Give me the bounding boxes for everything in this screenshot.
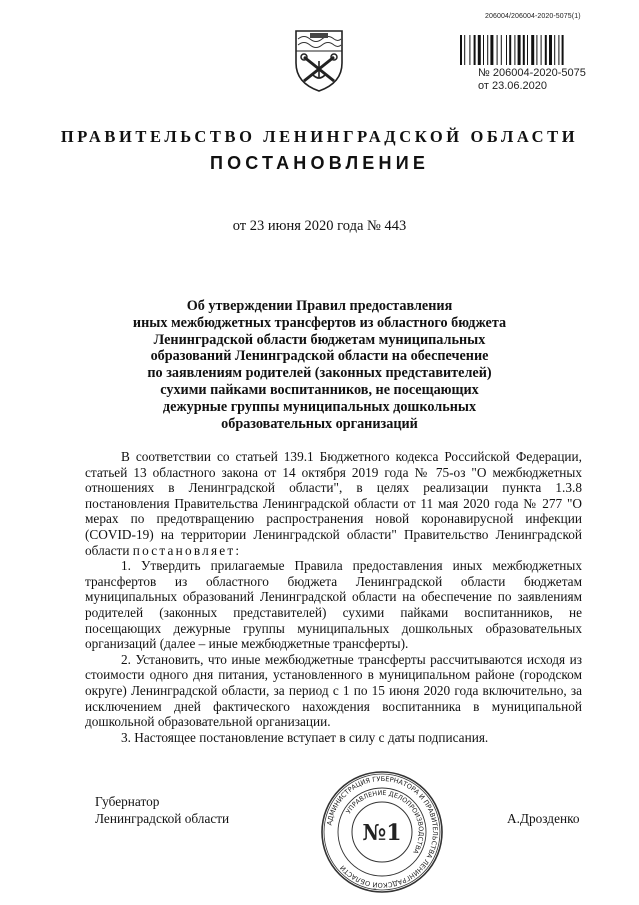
registration-date: от 23.06.2020 <box>478 80 548 92</box>
title-line: образовательных организаций <box>221 415 418 432</box>
title-line: иных межбюджетных трансфертов из областного бюджета <box>132 314 507 331</box>
official-seal <box>318 768 446 896</box>
document-date-number: от 23 июня 2020 года № 443 <box>232 218 407 234</box>
registration-stamp <box>478 67 586 93</box>
seal-outer-text: АДМИНИСТРАЦИЯ ГУБЕРНАТОРА И ПРАВИТЕЛЬСТВА ЛЕНИНГРАДСКОЙ ОБЛАСТИ <box>325 774 440 890</box>
signatory-position <box>95 794 229 827</box>
item-paragraph: 2. Установить, что иные межбюджетные трансферты рассчитываются исходя из стоимости одного дня питания, установленного в муниципальном районе (городском округе) Ленинградской области, за период с 1 по 15 июня 2020 года включительно, за исключением дней фактического нахождения воспитанника в муниципальной дошкольной образовательной организации. <box>85 651 582 730</box>
barcode <box>460 35 600 71</box>
document-type: ПОСТАНОВЛЕНИЕ <box>209 153 430 173</box>
title-line: Ленинградской области бюджетам муниципальных <box>153 331 486 348</box>
seal-inner-text: УПРАВЛЕНИЕ ДЕЛОПРОИЗВОДСТВА <box>344 788 426 856</box>
signatory-name: А.Дрозденко <box>507 811 580 826</box>
item-paragraph: 1. Утвердить прилагаемые Правила предоставления иных межбюджетных трансфертов из областного бюджета Ленинградской области бюджетам муниципальных образований Ленинградской области на обеспечение по заявлениям родителей (законных представителей) сухими пайками воспитанников, не посещающих дежурные группы муниципальных дошкольных образовательных организаций (далее – иные межбюджетные трансферты). <box>85 558 582 652</box>
resolves-word: постановляет: <box>132 542 242 558</box>
preamble-paragraph <box>85 449 582 558</box>
registration-code: 206004/206004-2020-5075(1) <box>485 13 581 20</box>
registration-number: № 206004-2020-5075 <box>478 67 586 79</box>
title-line: дежурные группы муниципальных дошкольных <box>162 398 477 415</box>
title-line: по заявлениям родителей (законных представителей) <box>147 365 492 382</box>
position-line: Ленинградской области <box>95 810 230 826</box>
seal-number: №1 <box>362 820 402 846</box>
title-line: сухими пайками воспитанников, не посещающих <box>160 381 479 398</box>
title-line: Об утверждении Правил предоставления <box>186 298 453 314</box>
preamble-text: В соответствии со статьей 139.1 Бюджетного кодекса Российской Федерации, статьей 13 областного закона от 14 октября 2019 года № 75-оз "О межбюджетных отношениях в Ленинградской области", в целях реализации пункта 1.3.8 постановления Правительства Ленинградской области от 11 мая 2020 года № 277 "О мерах по предотвращению распространения новой коронавирусной инфекции (COVID-19) на территории Ленинградской области" Правительство Ленинградской области <box>85 449 582 558</box>
document-body <box>85 449 582 745</box>
title-line: образований Ленинградской области на обеспечение <box>150 348 489 365</box>
coat-of-arms-icon <box>288 25 350 95</box>
position-line: Губернатор <box>95 794 160 809</box>
document-title <box>60 298 579 432</box>
issuing-authority: ПРАВИТЕЛЬСТВО ЛЕНИНГРАДСКОЙ ОБЛАСТИ <box>60 127 579 146</box>
item-paragraph: 3. Настоящее постановление вступает в силу с даты подписания. <box>121 729 489 745</box>
